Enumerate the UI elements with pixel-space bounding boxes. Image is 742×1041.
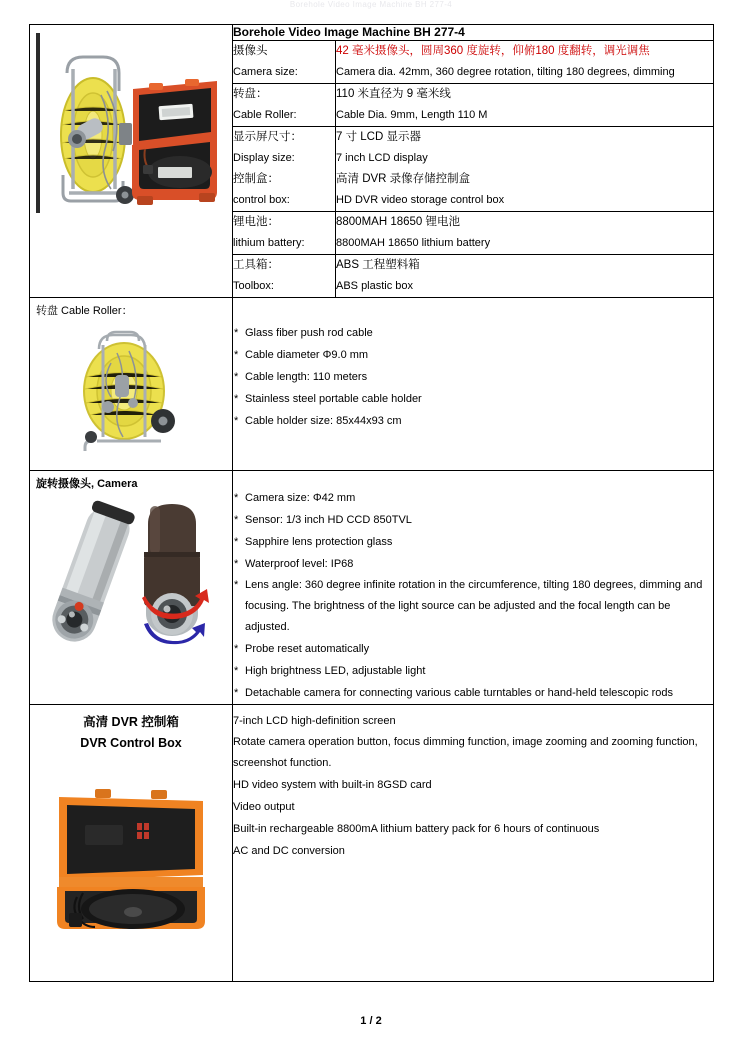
row-label-en-controlbox: control box: [233,190,336,212]
row-value-en-display: 7 inch LCD display [336,148,714,169]
list-item: * Lens angle: 360 degree infinite rotation in the circumference, tilting 180 degrees, dimming and focusing. The brightness of the light source can be adjusted and the focal length can be adjusted. [233,575,713,638]
camera-heading [30,471,232,492]
list-item: * Detachable camera for connecting various cable turntables or hand-held telescopic rods [233,682,713,704]
cable-roller-image-cell [30,298,233,471]
list-item: * Sapphire lens protection glass [233,531,713,553]
row-value-cn-cableroller: 110 米直径为 9 毫米线 [336,84,714,106]
row-label-cn-display: 显示屏尺寸： [233,127,336,149]
cable-roller-spec-cell [233,298,714,471]
list-item: 7-inch LCD high-definition screen [233,715,396,727]
row-label-cn-cableroller: 转盘： [233,84,336,106]
table-row-camera-section [30,471,714,705]
cable-roller-bullets [233,322,713,432]
camera-heading-cn: 旋转摄像头 [36,478,91,490]
row-label-en-toolbox: Toolbox: [233,276,336,298]
camera-heading-en: , Camera [91,478,138,490]
row-value-en-cableroller: Cable Dia. 9mm, Length 110 M [336,105,714,127]
row-value-en-controlbox: HD DVR video storage control box [336,190,714,212]
list-item: * Glass fiber push rod cable [233,322,713,344]
overview-image-cell [30,25,233,298]
camera-bullets [233,487,713,704]
row-label-en-display: Display size: [233,148,336,169]
table-row-cable-roller-section [30,298,714,471]
list-item: * Cable length: 110 meters [233,366,713,388]
row-label-en-cableroller: Cable Roller: [233,105,336,127]
overview-title: Borehole Video Image Machine BH 277-4 [233,25,714,41]
table-row-dvr-section [30,705,714,982]
product-overview-photo [33,25,229,221]
list-item: * Cable diameter Φ9.0 mm [233,344,713,366]
row-value-cn-controlbox: 高清 DVR 录像存储控制盒 [336,169,714,190]
list-item: HD video system with built-in 8GSD card [233,779,432,791]
dvr-lines [233,710,713,862]
row-label-en-camera: Camera size: [233,62,336,84]
dvr-image-cell [30,705,233,982]
page-footer: 1 / 2 [360,1015,382,1027]
row-label-en-battery: lithium battery: [233,233,336,255]
row-label-cn-camera: 摄像头 [233,41,336,63]
page-header-faint-text: Borehole Video Image Machine BH 277-4 [289,0,453,9]
camera-image-cell [30,471,233,705]
row-value-en-battery: 8800MAH 18650 lithium battery [336,233,714,255]
dvr-control-box-photo [41,781,221,931]
row-value-cn-display: 7 寸 LCD 显示器 [336,127,714,149]
dvr-spec-cell [233,705,714,982]
row-label-cn-battery: 锂电池： [233,212,336,234]
table-row-overview-title [30,25,714,41]
list-item: * Sensor: 1/3 inch HD CCD 850TVL [233,509,713,531]
list-item: * Probe reset automatically [233,638,713,660]
row-value-cn-toolbox: ABS 工程塑料箱 [336,255,714,277]
list-item: * Stainless steel portable cable holder [233,388,713,410]
camera-spec-cell [233,471,714,705]
row-label-cn-toolbox: 工具箱： [233,255,336,277]
list-item: Video output [233,801,295,813]
list-item: * Camera size: Φ42 mm [233,487,713,509]
row-value-en-camera: Camera dia. 42mm, 360 degree rotation, tilting 180 degrees, dimming [336,62,714,84]
row-value-en-toolbox: ABS plastic box [336,276,714,298]
row-value-cn-battery: 8800MAH 18650 锂电池 [336,212,714,234]
list-item: * Cable holder size: 85x44x93 cm [233,410,713,432]
list-item: * Waterproof level: IP68 [233,553,713,575]
cable-roller-photo [67,319,195,459]
list-item: Rotate camera operation button, focus dimming function, image zooming and zooming function, screenshot function. [233,736,698,769]
cable-roller-heading: 转盘 Cable Roller： [36,305,133,317]
dvr-heading-en: DVR Control Box [80,736,182,750]
row-value-cn-camera: 42 毫米摄像头，圆周360 度旋转，仰俯180 度翻转，调光调焦 [336,41,714,63]
specification-table [29,24,714,982]
row-label-cn-controlbox: 控制盒： [233,169,336,190]
list-item: Built-in rechargeable 8800mA lithium battery pack for 6 hours of continuous [233,823,600,835]
rotating-camera-photo [36,492,226,672]
list-item: AC and DC conversion [233,845,345,857]
list-item: * High brightness LED, adjustable light [233,660,713,682]
dvr-heading-cn: 高清 DVR 控制箱 [83,715,179,729]
